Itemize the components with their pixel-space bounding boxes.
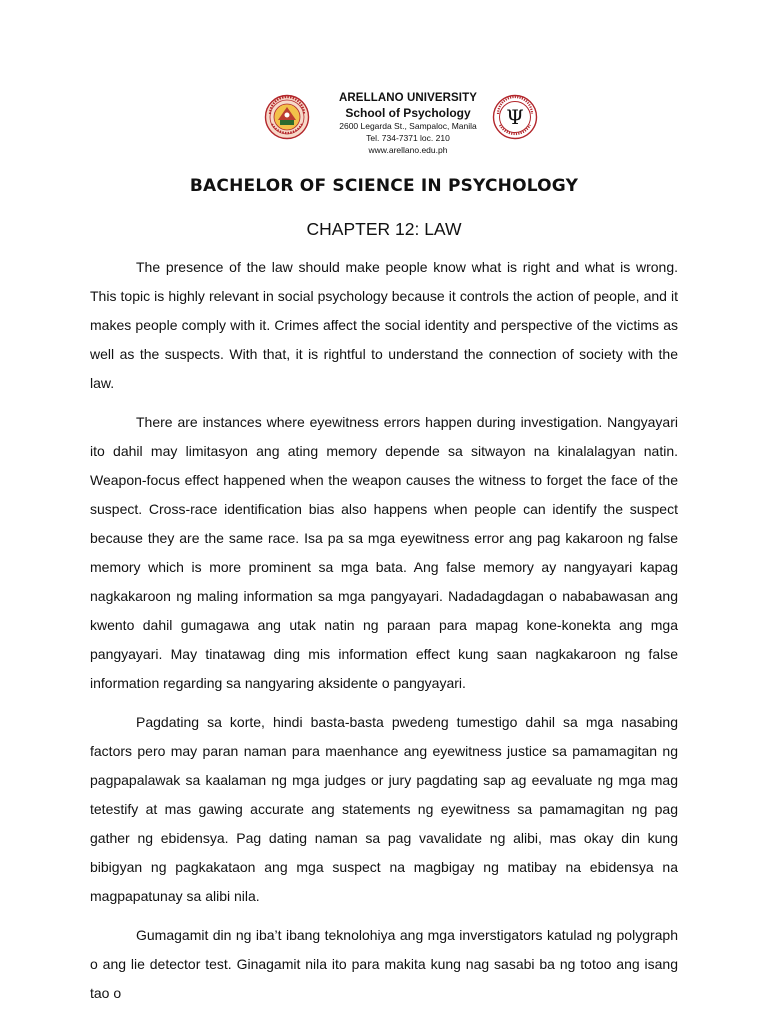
- university-address: 2600 Legarda St., Sampaloc, Manila: [339, 121, 477, 132]
- degree-title: BACHELOR OF SCIENCE IN PSYCHOLOGY: [189, 176, 579, 196]
- university-name: ARELLANO UNIVERSITY: [339, 92, 477, 104]
- paragraph: The presence of the law should make people know what is right and what is wrong. This topic is highly relevant in social psychology because it controls the action of people, and it makes people comply with it. Crimes affect the social identity and perspective of the victims as well as the suspects. With that, it is rightful to understand the connection of society with the law.: [90, 259, 678, 391]
- chapter-title: CHAPTER 12: LAW: [306, 219, 462, 239]
- university-website: www.arellano.edu.ph: [368, 144, 448, 155]
- paragraph: There are instances where eyewitness errors happen during investigation. Nangyayari ito dahil may limitasyon ang ating memory depende sa sitwayon na kinalalagyan natin. Weapon-focus effect happened when the weapon causes the witness to forget the face of the suspect. Cross-race identification bias also happens when people can identify the suspect because they are the same race. Isa pa sa mga eyewitness error ang pag kakaroon ng false memory which is more prominent sa mga bata. Ang false memory ay nangyayari kapag nagkakaroon ng maling information sa mga pangyayari. Nadadagdagan o nababawasan ang kwento dahil gumagawa ang utak natin ng paraan para mapag kone-konekta ang mga pangyayari. May tinatawag ding mis information effect kung saan nagkakaroon ng false information regarding sa nangyaring aksidente o pangyayari.: [90, 414, 678, 691]
- body-text: [90, 253, 678, 1018]
- paragraph: Gumagamit din ng iba’t ibang teknolohiya ang mga inverstigators katulad ng polygraph o ang lie detector test. Ginagamit nila ito para makita kung nag sasabi ba ng totoo ang isang tao o: [90, 927, 678, 1001]
- svg-text:Ψ: Ψ: [506, 105, 524, 129]
- psychology-psi-seal-icon: [492, 94, 538, 140]
- university-phone: Tel. 734-7371 loc. 210: [366, 132, 450, 143]
- school-name: School of Psychology: [345, 106, 471, 121]
- paragraph: Pagdating sa korte, hindi basta-basta pwedeng tumestigo dahil sa mga nasabing factors pero may paran naman para maenhance ang eyewitness justice sa pamamagitan ng pagpapalawak sa kaalaman ng mga judges or jury pagdating sap ag eevaluate ng mga mag tetestify at mas gawing accurate ang statements ng eyewitness sa pamamagitan ng pag gather ng ebidensya. Pag dating naman sa pag vavalidate ng alibi, mas okay din kung bibigyan ng pagkakataon ang mga suspect na magbigay ng matibay na ebidensya na magpapatunay sa alibi nila.: [90, 714, 678, 904]
- letterhead: [0, 92, 768, 170]
- university-info: [300, 92, 516, 155]
